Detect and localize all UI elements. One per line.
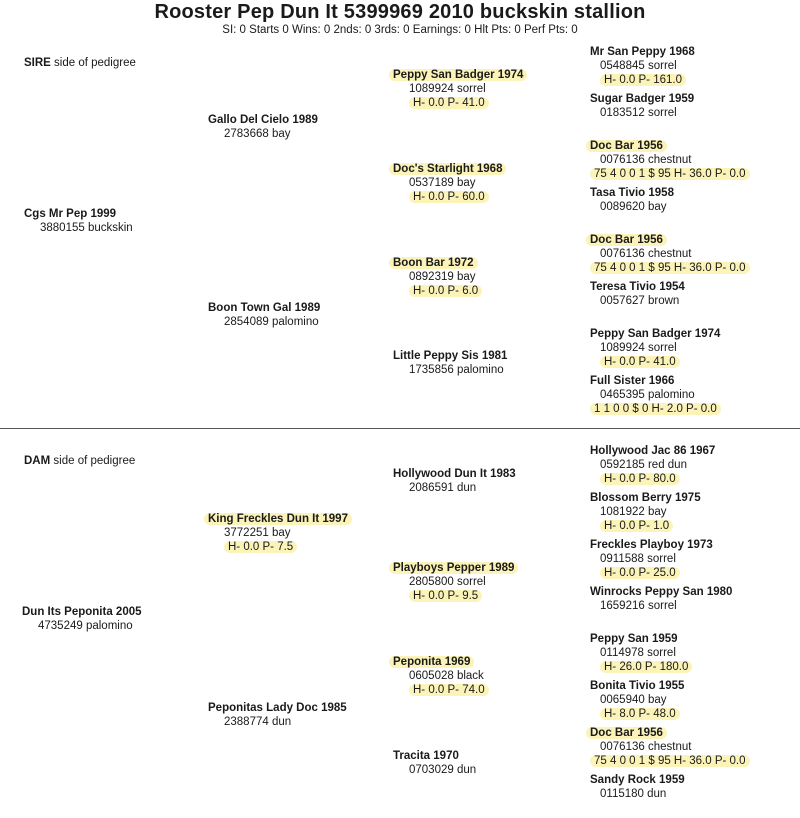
- horse-info: 2086591 dun: [409, 482, 477, 494]
- horse-info: 0076136 chestnut: [600, 154, 692, 166]
- gggp-entry: [590, 374, 721, 416]
- horse-name: Little Peppy Sis 1981: [393, 350, 508, 362]
- horse-perf: 75 4 0 0 1 $ 95 H- 36.0 P- 0.0: [590, 755, 750, 767]
- horse-name: Doc's Starlight 1968: [389, 163, 506, 175]
- horse-name: Sandy Rock 1959: [590, 774, 685, 786]
- horse-name: Dun Its Peponita 2005: [22, 606, 142, 618]
- horse-name: Peponita 1969: [389, 656, 474, 668]
- horse-perf: H- 0.0 P- 7.5: [224, 541, 297, 553]
- gggp-entry: [590, 92, 694, 120]
- performance-summary: SI: 0 Starts 0 Wins: 0 2nds: 0 3rds: 0 Earnings: 0 Hlt Pts: 0 Perf Pts: 0: [222, 24, 578, 36]
- horse-perf: H- 8.0 P- 48.0: [600, 708, 680, 720]
- gggp-entry: [590, 186, 674, 214]
- horse-perf: H- 0.0 P- 74.0: [409, 684, 489, 696]
- horse-perf: H- 26.0 P- 180.0: [600, 661, 692, 673]
- ggp-entry: [393, 749, 476, 777]
- dam-entry: [22, 605, 142, 633]
- sire-side-label: SIRE side of pedigree: [24, 57, 136, 69]
- ggp-entry: [393, 162, 506, 204]
- dam-dam-entry: [208, 701, 347, 729]
- gggp-entry: [590, 444, 715, 486]
- horse-name: Hollywood Dun It 1983: [393, 468, 516, 480]
- gggp-entry: [590, 538, 713, 580]
- horse-name: Peppy San 1959: [590, 633, 678, 645]
- horse-name: Mr San Peppy 1968: [590, 46, 695, 58]
- gggp-entry: [590, 632, 692, 674]
- horse-info: 0892319 bay: [409, 271, 476, 283]
- horse-perf: H- 0.0 P- 161.0: [600, 74, 686, 86]
- horse-info: 4735249 palomino: [38, 620, 133, 632]
- horse-name: Peppy San Badger 1974: [590, 328, 721, 340]
- gggp-entry: [590, 679, 684, 721]
- horse-name: Doc Bar 1956: [586, 234, 667, 246]
- gggp-entry: [590, 45, 695, 87]
- horse-name: Gallo Del Cielo 1989: [208, 114, 318, 126]
- horse-info: 0911588 sorrel: [600, 553, 676, 565]
- gggp-entry: [590, 280, 685, 308]
- horse-name: Peponitas Lady Doc 1985: [208, 702, 347, 714]
- gggp-entry: [590, 327, 720, 369]
- horse-perf: H- 0.0 P- 80.0: [600, 473, 680, 485]
- horse-perf: 75 4 0 0 1 $ 95 H- 36.0 P- 0.0: [590, 168, 750, 180]
- horse-info: 2805800 sorrel: [409, 576, 486, 588]
- horse-name: Tracita 1970: [393, 750, 459, 762]
- horse-name: Sugar Badger 1959: [590, 93, 695, 105]
- gggp-entry: [590, 233, 750, 275]
- gggp-entry: [590, 139, 750, 181]
- ggp-entry: [393, 349, 507, 377]
- horse-info: 2783668 bay: [224, 128, 291, 140]
- ggp-entry: [393, 256, 482, 298]
- horse-info: 2854089 palomino: [224, 316, 319, 328]
- horse-name: Cgs Mr Pep 1999: [24, 208, 117, 220]
- horse-info: 0592185 red dun: [600, 459, 687, 471]
- horse-info: 1659216 sorrel: [600, 600, 677, 612]
- horse-info: 0537189 bay: [409, 177, 476, 189]
- horse-name: Boon Town Gal 1989: [208, 302, 321, 314]
- horse-info: 0548845 sorrel: [600, 60, 677, 72]
- horse-perf: H- 0.0 P- 6.0: [409, 285, 482, 297]
- horse-info: 1735856 palomino: [409, 364, 504, 376]
- horse-name: Bonita Tivio 1955: [590, 680, 685, 692]
- horse-info: 0089620 bay: [600, 201, 667, 213]
- horse-name: King Freckles Dun It 1997: [204, 513, 352, 525]
- horse-perf: 1 1 0 0 $ 0 H- 2.0 P- 0.0: [590, 403, 721, 415]
- ggp-entry: [393, 561, 518, 603]
- dam-sire-entry: [208, 512, 352, 554]
- ggp-entry: [393, 655, 489, 697]
- horse-name: Winrocks Peppy San 1980: [590, 586, 733, 598]
- horse-name: Freckles Playboy 1973: [590, 539, 713, 551]
- dam-side-label: DAM side of pedigree: [24, 455, 136, 467]
- horse-info: 1081922 bay: [600, 506, 667, 518]
- pedigree-title: Rooster Pep Dun It 5399969 2010 buckskin stallion: [154, 1, 646, 23]
- horse-name: Playboys Pepper 1989: [389, 562, 518, 574]
- horse-perf: H- 0.0 P- 1.0: [600, 520, 673, 532]
- section-divider: [0, 428, 800, 429]
- horse-name: Peppy San Badger 1974: [389, 69, 527, 81]
- horse-name: Tasa Tivio 1958: [590, 187, 674, 199]
- horse-name: Full Sister 1966: [590, 375, 675, 387]
- horse-perf: H- 0.0 P- 41.0: [409, 97, 489, 109]
- horse-name: Doc Bar 1956: [586, 140, 667, 152]
- gggp-entry: [590, 773, 685, 801]
- horse-info: 3880155 buckskin: [40, 222, 133, 234]
- sire-dam-entry: [208, 301, 320, 329]
- ggp-entry: [393, 467, 516, 495]
- horse-info: 0465395 palomino: [600, 389, 695, 401]
- horse-name: Hollywood Jac 86 1967: [590, 445, 716, 457]
- horse-info: 1089924 sorrel: [409, 83, 486, 95]
- horse-name: Blossom Berry 1975: [590, 492, 701, 504]
- horse-perf: 75 4 0 0 1 $ 95 H- 36.0 P- 0.0: [590, 262, 750, 274]
- sire-sire-entry: [208, 113, 318, 141]
- horse-perf: H- 0.0 P- 25.0: [600, 567, 680, 579]
- horse-perf: H- 0.0 P- 41.0: [600, 356, 680, 368]
- horse-name: Teresa Tivio 1954: [590, 281, 685, 293]
- horse-info: 3772251 bay: [224, 527, 291, 539]
- horse-name: Boon Bar 1972: [389, 257, 478, 269]
- horse-info: 0115180 dun: [600, 788, 667, 800]
- horse-info: 0114978 sorrel: [600, 647, 676, 659]
- horse-perf: H- 0.0 P- 9.5: [409, 590, 482, 602]
- ggp-entry: [393, 68, 527, 110]
- horse-info: 2388774 dun: [224, 716, 292, 728]
- horse-info: 0703029 dun: [409, 764, 477, 776]
- horse-info: 0605028 black: [409, 670, 484, 682]
- gggp-entry: [590, 491, 701, 533]
- horse-info: 0183512 sorrel: [600, 107, 677, 119]
- gggp-entry: [590, 726, 750, 768]
- horse-info: 1089924 sorrel: [600, 342, 677, 354]
- horse-info: 0076136 chestnut: [600, 741, 692, 753]
- horse-perf: H- 0.0 P- 60.0: [409, 191, 489, 203]
- sire-entry: [24, 207, 133, 235]
- horse-info: 0057627 brown: [600, 295, 680, 307]
- gggp-entry: [590, 585, 732, 613]
- horse-name: Doc Bar 1956: [586, 727, 667, 739]
- horse-info: 0076136 chestnut: [600, 248, 692, 260]
- horse-info: 0065940 bay: [600, 694, 667, 706]
